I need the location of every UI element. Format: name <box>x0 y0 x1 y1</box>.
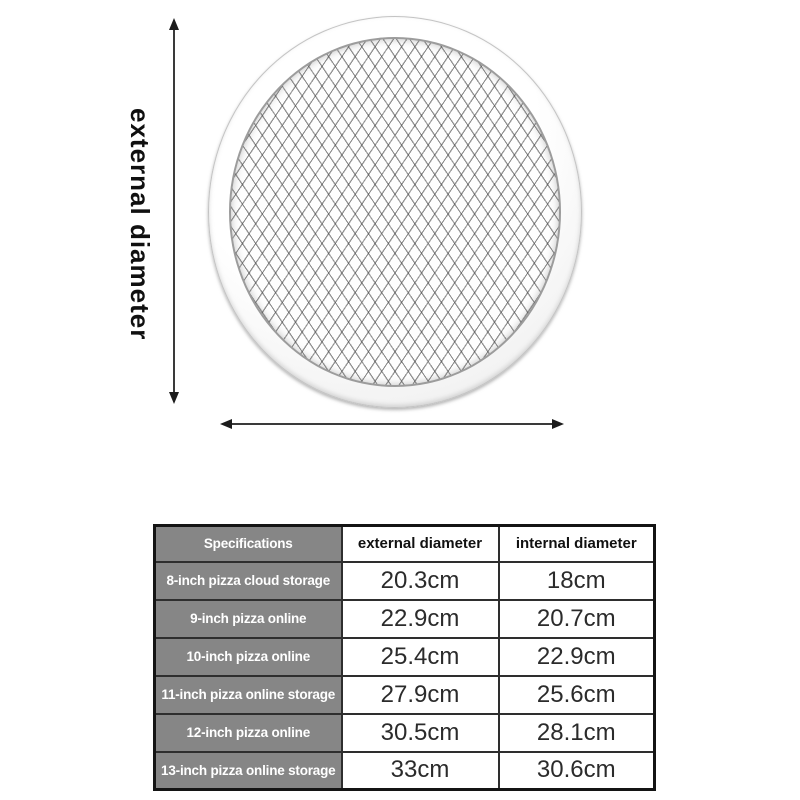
table-row <box>155 676 655 714</box>
arrowhead-left-icon <box>220 419 232 429</box>
spec-label: 8-inch pizza cloud storage <box>155 562 342 600</box>
external-diameter-value: 30.5cm <box>342 714 499 752</box>
header-external-diameter: external diameter <box>342 526 499 562</box>
table-row <box>155 600 655 638</box>
arrowhead-up-icon <box>169 18 179 30</box>
internal-diameter-value: 20.7cm <box>499 600 655 638</box>
external-diameter-value: 25.4cm <box>342 638 499 676</box>
header-internal-diameter: internal diameter <box>499 526 655 562</box>
spec-label: 11-inch pizza online storage <box>155 676 342 714</box>
external-diameter-value: 20.3cm <box>342 562 499 600</box>
spec-label: 10-inch pizza online <box>155 638 342 676</box>
table-header-row <box>155 526 655 562</box>
arrowhead-right-icon <box>552 419 564 429</box>
spec-label: 13-inch pizza online storage <box>155 752 342 790</box>
external-diameter-label: external diameter <box>125 108 155 341</box>
header-specifications: Specifications <box>155 526 342 562</box>
internal-diameter-value: 25.6cm <box>499 676 655 714</box>
table-row <box>155 562 655 600</box>
vertical-dimension-arrow <box>173 21 175 401</box>
external-diameter-value: 27.9cm <box>342 676 499 714</box>
internal-diameter-value: 22.9cm <box>499 638 655 676</box>
arrowhead-down-icon <box>169 392 179 404</box>
spec-label: 9-inch pizza online <box>155 600 342 638</box>
spec-table <box>153 524 656 791</box>
pizza-screen-image <box>208 16 582 408</box>
internal-diameter-value: 30.6cm <box>499 752 655 790</box>
external-diameter-value: 22.9cm <box>342 600 499 638</box>
pizza-screen-mesh <box>229 37 561 387</box>
internal-diameter-value: 18cm <box>499 562 655 600</box>
external-diameter-value: 33cm <box>342 752 499 790</box>
table-row <box>155 638 655 676</box>
table-row <box>155 714 655 752</box>
spec-label: 12-inch pizza online <box>155 714 342 752</box>
table-row <box>155 752 655 790</box>
internal-diameter-value: 28.1cm <box>499 714 655 752</box>
horizontal-dimension-arrow <box>223 423 561 425</box>
